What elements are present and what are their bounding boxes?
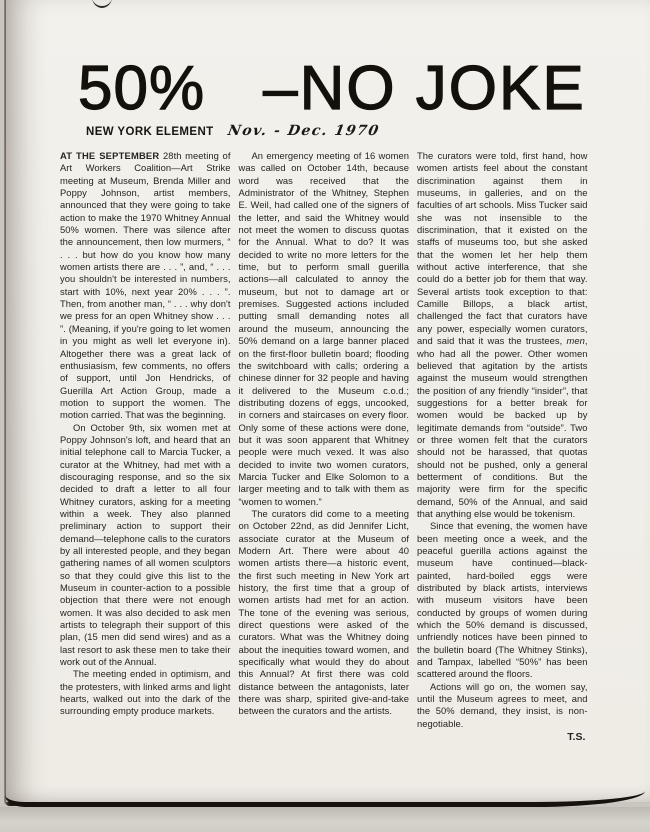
paragraph: An emergency meeting of 16 women was called on October 14th, because word was received that the Administrator of the Whitney, Stephen E. Weil, had called one of the signers of the letter, and said the Whitney would not meet the women to discuss quotas for the Annual. What to do? It was decided to write no more letters for the time, but to perform small guerilla actions—all calculated to annoy the museum, but not to damage art or premises. Suggested actions included putting small demanding notes all around the museum, announcing the 50% demand on a large banner placed on the first-floor bulletin board; flooding the switchboard with calls; ordering a chinese dinner for 32 people and having it delivered to the Museum c.o.d.; distributing dozens of eggs, uncooked, in corners and staircases on every floor. Only some of these actions were done, but it was soon apparent that Whitney people were much vexed. It was also decided to invite two women curators, Marcia Tucker and Elke Solomon to a larger meeting and to talk with them as “women to women.” <box>238 150 409 507</box>
paragraph: AT THE SEPTEMBER 28th meeting of Art Workers Coalition—Art Strike meeting at Museum, Brenda Miller and Poppy Johnson, artist members, announced that they were going to take action to make the 1970 Whitney Annual 50% women. There was silence after the announcement, then low murmers, “ . . . but how do you know how many women artists there are . . . ”, and, “ . . . you shouldn't be interested in numbers, start with 10%, next year 20% . . . ”. Then, from another man, “ . . . why don't we press for an open Whitney show . . . ”. (Meaning, if you're going to let women in you might as well let everyone in). Altogether there was a great lack of enthusiasism, few comments, no offers of support, until Jon Hendricks, of Guerilla Art Action Group, made a motion to support the women. The motion carried. That was the beginning. <box>60 150 231 421</box>
column-2 <box>239 150 410 744</box>
column-1 <box>60 150 231 744</box>
article-headline <box>78 54 586 123</box>
paragraph-lead: AT THE SEPTEMBER <box>60 150 160 161</box>
column-3 <box>417 150 588 744</box>
author-initials: T.S. <box>567 731 586 744</box>
page-paper <box>6 0 650 802</box>
emphasized-word: men <box>566 335 585 347</box>
paragraph: The meeting ended in optimism, and the protesters, with linked arms and light hearts, walked out into the dark of the surrounding empty produce markets. <box>60 668 231 717</box>
page-bottom-edge <box>5 782 645 807</box>
headline-percent: 50% <box>78 54 206 123</box>
article-body <box>60 150 588 744</box>
issue-date-handwritten: Nov. - Dec. 1970 <box>226 123 381 139</box>
paragraph: The curators did come to a meeting on October 22nd, as did Jennifer Licht, associate curator at the Museum of Modern Art. There were about 40 women artists there—a historic event, the first such meeting in New York art history, the first time that a group of women artists had met for an action. The tone of the evening was serious, direct questions were asked of the curators. What was the Whitney doing about the inequities toward women, and specifically what would they do about this Annual? At first there was cold distance between the antagonists, later there was sharp, spirited give-and-take between the curators and the artists. <box>238 507 409 717</box>
publication-name: NEW YORK ELEMENT <box>86 126 214 138</box>
headline-no-joke: –NO JOKE <box>263 54 586 123</box>
paragraph: The curators were told, first hand, how women artists feel about the constant discrimination against them in museums, in galleries, and on the faculties of art schools. Miss Tucker said she was not insensible to the discrimination, that it existed on the staffs of museums too, but she asked that the women let her help them without active interference, that she could do a better job for them that way. Several artists took exception to that: Camille Billops, a black artist, challenged the fact that curators have any power, especially women curators, and said that it was the trustees, men, who had all the power. Other women believed that agitation by the artists against the museum would strengthen the position of any friendly “insider”, that suggestions for a better break for women would be backed up by legitimate demands from “outside”. Two or three women felt that the curators should not be harassed, that quotas should not be pushed, only a general betterment of conditions. But the majority were firm for the specific demand, 50% of the Annual, and said that anything else would be tokenism. <box>417 150 588 519</box>
masthead-line <box>86 122 379 140</box>
paragraph: Actions will go on, the women say, until the Museum agrees to meet, and the 50% demand, they insist, is non-negotiable. <box>417 680 588 729</box>
pen-mark <box>92 0 112 8</box>
scan-background <box>0 807 650 832</box>
paragraph: On October 9th, six women met at Poppy Johnson's loft, and heard that an initial telephone call to Marcia Tucker, a curator at the Whitney, had met with a discouraging response, and so the six decided to draft a letter to all four Whitney curators, asking for a meeting within a week. They also planned preliminary action to support their demand—telephone calls to the curators by all interested people, and they began gathering names of all women sculptors so that they could give this list to the Museum in counter-action to a possible objection that there were not enough women. It was also decided to ask men artists to telegraph their support of this plan, (15 men did send wires) and as a last resort to ask these men to take their work out of the Annual. <box>60 421 231 668</box>
paragraph: Since that evening, the women have been meeting once a week, and the peaceful guerilla actions against the museum have continued—black-painted, hard-boiled eggs were distributed by black artists, interviews with museum visitors have been conducted by groups of women during which the 50% demand is discussed, unfriendly notices have been pinned to the bulletin board (The Whitney Stinks), and Tampax, labelled “50%” has been scattered around the floors. <box>417 520 588 680</box>
